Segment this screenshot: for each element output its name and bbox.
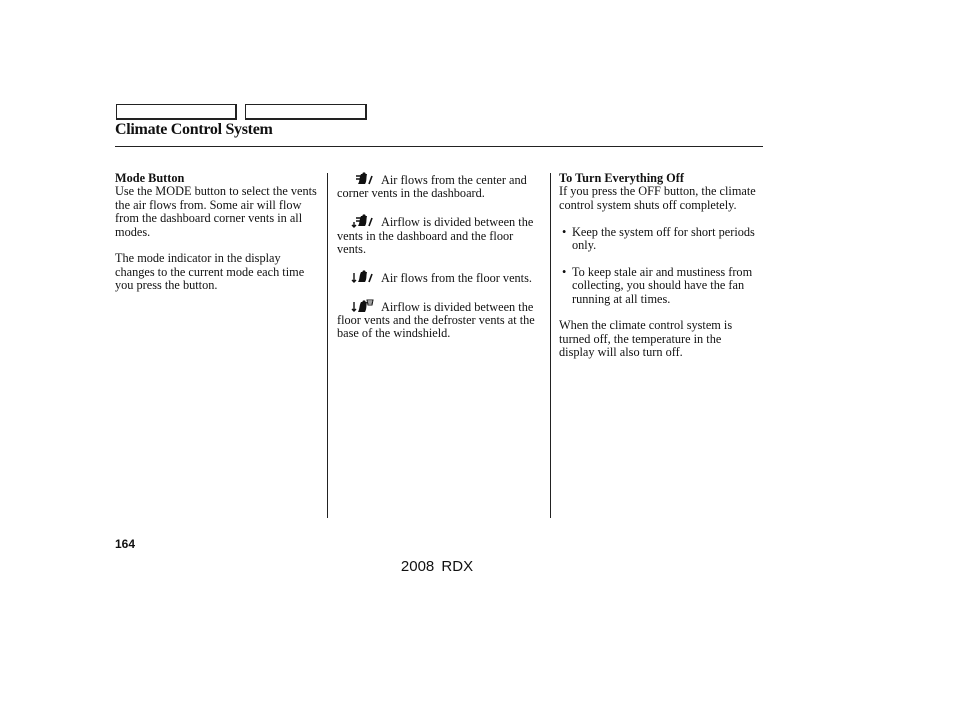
- dashboard-vent-mode-icon: [337, 172, 381, 186]
- mode-button-heading: Mode Button: [115, 171, 185, 185]
- mode-item-dashboard: [337, 172, 537, 201]
- floor-vent-mode-icon: [337, 270, 381, 284]
- turn-off-paragraph-2: When the climate control system is turned off, the temperature in the display will also turn off.: [559, 318, 733, 360]
- mode-item-bi-level: [337, 214, 537, 256]
- bullet-item: [559, 266, 759, 306]
- turn-off-heading: To Turn Everything Off: [559, 171, 684, 185]
- mode-item-bi-level-text: Airflow is divided between the vents in the dashboard and the floor vents.: [337, 215, 534, 257]
- column-divider-2: [550, 173, 551, 518]
- bullet-dot: •: [562, 264, 567, 279]
- mode-item-floor-defrost-text: Airflow is divided between the floor vents and the defroster vents at the base of the windshield.: [337, 299, 535, 341]
- page-number: 164: [115, 537, 136, 551]
- header-tab-right: [245, 104, 367, 120]
- footer-model: 2008 RDX: [400, 558, 474, 575]
- title-rule: [115, 146, 763, 147]
- mode-button-paragraph-2: The mode indicator in the display changes to the current mode each time you press the button.: [115, 251, 305, 293]
- floor-defrost-mode-icon: [337, 299, 381, 313]
- column-mode-button: [115, 172, 320, 293]
- mode-item-floor: [337, 270, 537, 285]
- mode-button-paragraph-1: Use the MODE button to select the vents the air flows from. Some air will flow from the dashboard corner vents in all modes.: [115, 184, 317, 239]
- mode-item-floor-text: Air flows from the floor vents.: [381, 270, 532, 285]
- bullet-dot: •: [562, 224, 567, 239]
- bullet-item: [559, 226, 759, 253]
- bullet-item-text: Keep the system off for short periods only.: [572, 224, 755, 253]
- mode-item-dashboard-text: Air flows from the center and corner vents in the dashboard.: [337, 173, 527, 201]
- page-title: Climate Control System: [115, 121, 273, 138]
- bullet-item-text: To keep stale air and mustiness from collecting, you should have the fan running at all times.: [572, 264, 753, 306]
- column-divider-1: [327, 173, 328, 518]
- mode-item-floor-defrost: [337, 299, 537, 341]
- column-mode-list: [337, 172, 537, 341]
- header-tab-left: [116, 104, 237, 120]
- turn-off-paragraph-1: If you press the OFF button, the climate control system shuts off completely.: [559, 184, 756, 212]
- column-turn-off: [559, 172, 759, 360]
- bi-level-mode-icon: [337, 214, 381, 228]
